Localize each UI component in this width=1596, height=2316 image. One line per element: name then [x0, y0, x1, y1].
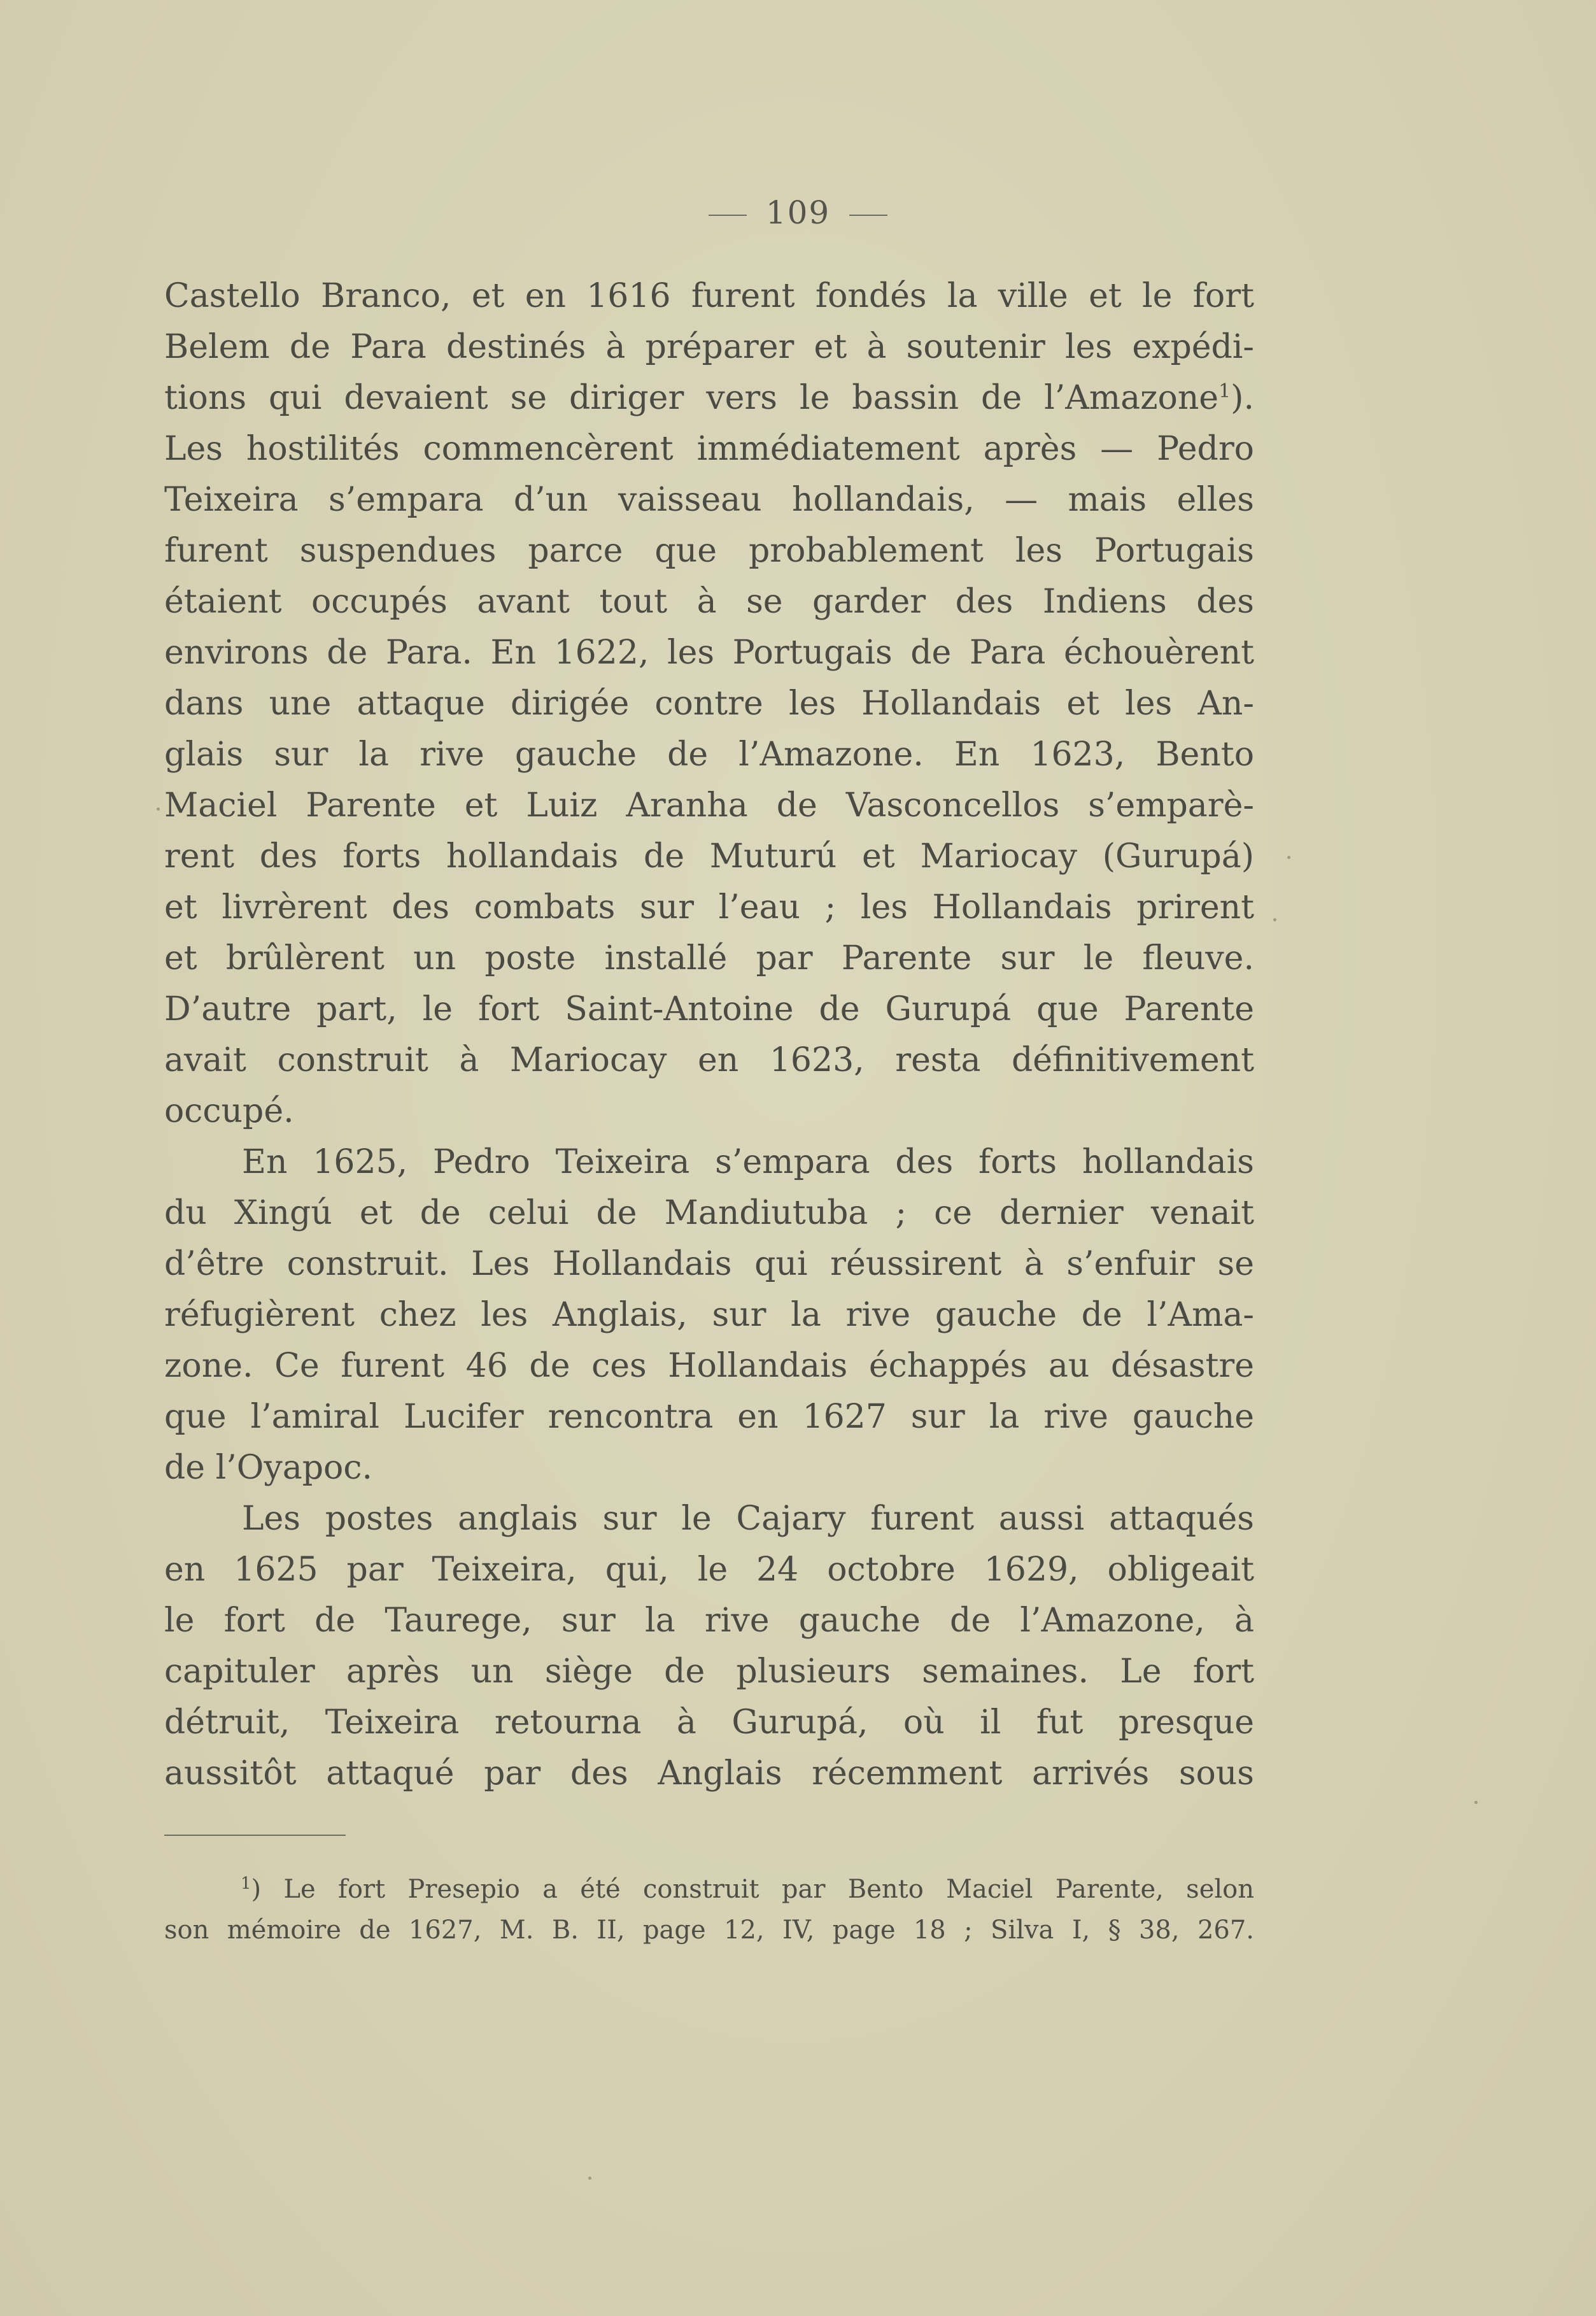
text-line-17: occupé. [164, 1092, 294, 1130]
text-line-14: et brûlèrent un poste installé par Parente sur le fleuve. [164, 939, 1254, 977]
footnote-divider [164, 1835, 346, 1836]
left-dash [709, 215, 747, 216]
paper-speck [588, 2177, 591, 2180]
text-line-12: rent des forts hollandais de Muturú et Mariocay (Gurupá) [164, 837, 1254, 876]
text-line-6: furent suspendues parce que probablement les Portugais [164, 532, 1254, 570]
paper-speck [1474, 1801, 1478, 1804]
text-line-28: capituler après un siège de plusieurs semaines. Le fort [164, 1652, 1254, 1691]
text-line-29: détruit, Teixeira retourna à Gurupá, où il fut presque [164, 1703, 1254, 1742]
text-line-19: du Xingú et de celui de Mandiutuba ; ce dernier venait [164, 1194, 1254, 1232]
text-line-15: D’autre part, le fort Saint-Antoine de Gurupá que Parente [164, 990, 1254, 1028]
text-line-25: Les postes anglais sur le Cajary furent aussi attaqués [242, 1500, 1254, 1538]
text-line-13: et livrèrent des combats sur l’eau ; les Hollandais prirent [164, 888, 1254, 927]
footnote-line-2: son mémoire de 1627, M. B. II, page 12, IV, page 18 ; Silva I, § 38, 267. [164, 1915, 1254, 1945]
paper-speck [1273, 918, 1276, 921]
text-line-8: environs de Para. En 1622, les Portugais de Para échouèrent [164, 634, 1254, 672]
text-line-20: d’être construit. Les Hollandais qui réussirent à s’enfuir se [164, 1245, 1254, 1283]
footnote-line-1: $^1$) Le fort Presepio a été construit par Bento Maciel Parente, selon [241, 1874, 1254, 1904]
right-dash [849, 215, 887, 216]
text-line-7: étaient occupés avant tout à se garder des Indiens des [164, 583, 1254, 621]
text-line-21: réfugièrent chez les Anglais, sur la rive gauche de l’Ama- [164, 1296, 1254, 1334]
text-line-23: que l’amiral Lucifer rencontra en 1627 sur la rive gauche [164, 1398, 1254, 1436]
text-line-16: avait construit à Mariocay en 1623, resta définitivement [164, 1041, 1254, 1079]
text-line-18: En 1625, Pedro Teixeira s’empara des forts hollandais [242, 1143, 1254, 1181]
footnote-marker: 1 [241, 1874, 251, 1893]
text-line-2: Belem de Para destinés à préparer et à soutenir les expédi- [164, 328, 1254, 366]
paper-speck [157, 807, 160, 811]
text-line-1: Castello Branco, et en 1616 furent fondés la ville et le fort [164, 277, 1254, 315]
page-number: 109 [765, 194, 831, 231]
body-text [164, 271, 1254, 1799]
text-line-11: Maciel Parente et Luiz Aranha de Vasconcellos s’emparè- [164, 786, 1254, 825]
paper-speck [1287, 856, 1290, 859]
footnote-reference: 1 [1218, 380, 1231, 402]
text-line-27: le fort de Taurege, sur la rive gauche de l’Amazone, à [164, 1602, 1254, 1640]
text-line-30: aussitôt attaqué par des Anglais récemment arrivés sous [164, 1754, 1254, 1793]
footnote [164, 1869, 1254, 1950]
text-line-3: tions qui devaient se diriger vers le bassin de l’Amazone$^1$). [164, 379, 1254, 417]
text-line-5: Teixeira s’empara d’un vaisseau hollandais, — mais elles [164, 481, 1254, 519]
page-number-header [0, 194, 1596, 231]
text-line-9: dans une attaque dirigée contre les Hollandais et les An- [164, 685, 1254, 723]
text-line-26: en 1625 par Teixeira, qui, le 24 octobre 1629, obligeait [164, 1551, 1254, 1589]
text-line-22: zone. Ce furent 46 de ces Hollandais échappés au désastre [164, 1347, 1254, 1385]
text-line-4: Les hostilités commencèrent immédiatement après — Pedro [164, 430, 1254, 468]
text-line-10: glais sur la rive gauche de l’Amazone. En 1623, Bento [164, 735, 1254, 774]
text-line-24: de l’Oyapoc. [164, 1449, 373, 1487]
